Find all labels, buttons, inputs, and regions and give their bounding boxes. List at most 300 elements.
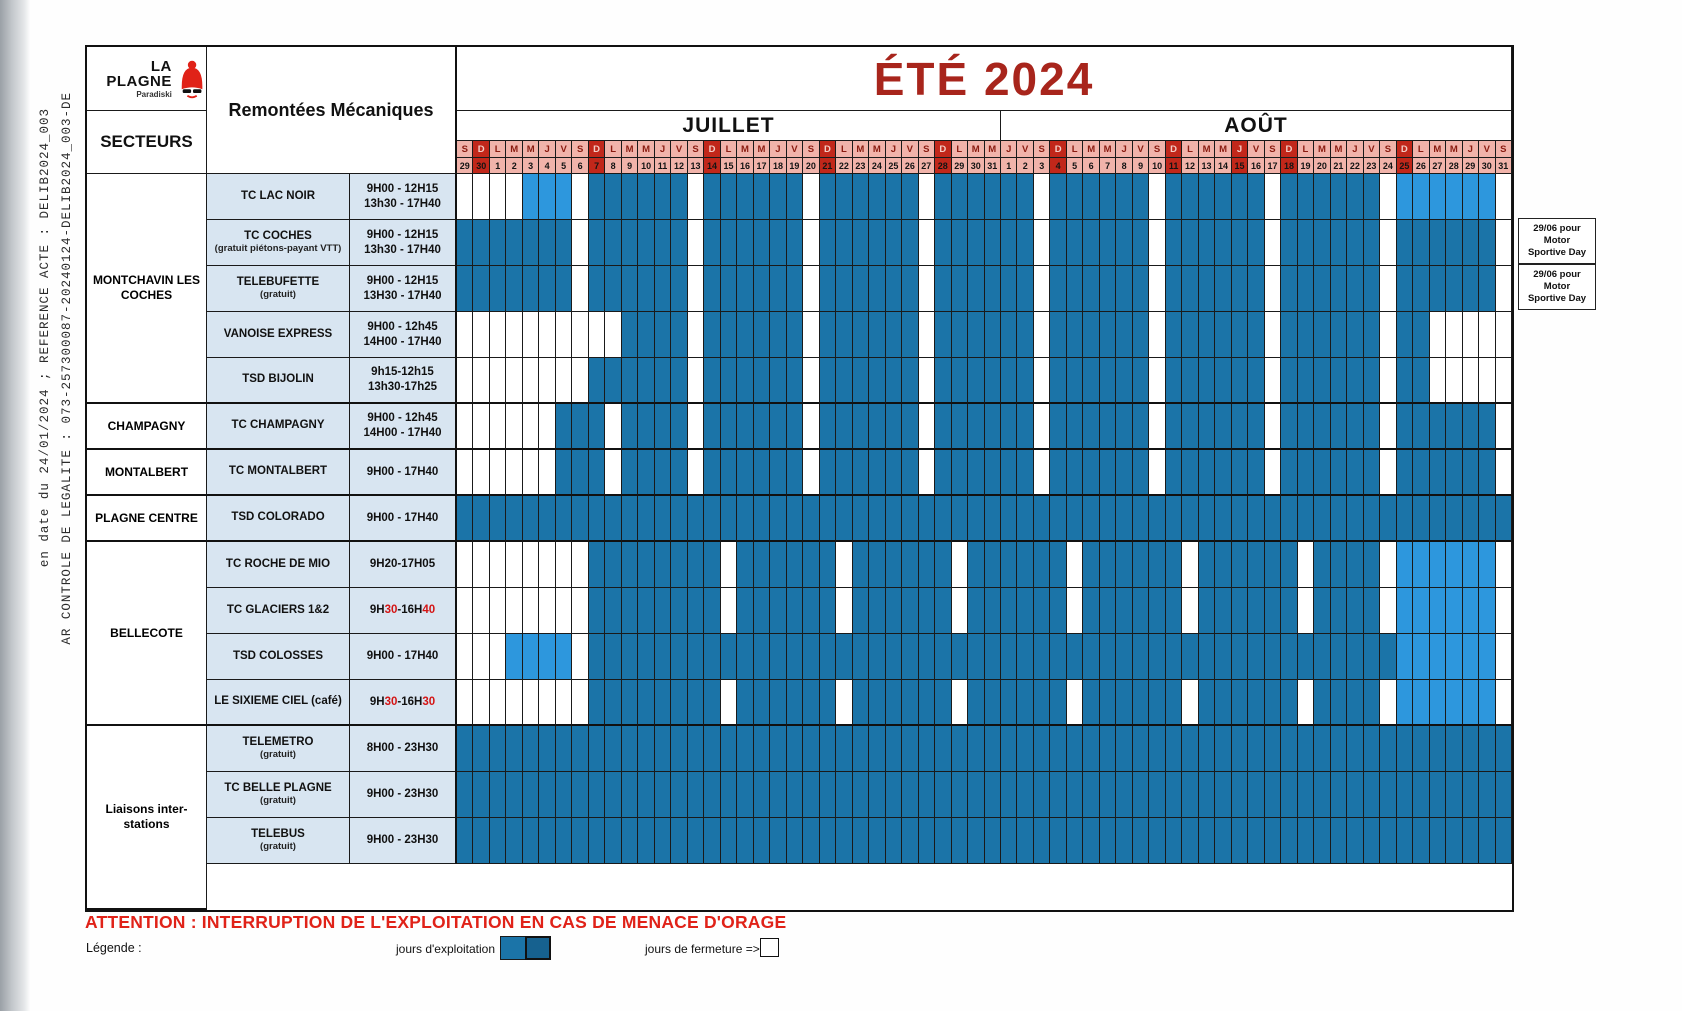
day-cell-open (1430, 404, 1446, 450)
day-cell-open (1116, 542, 1132, 588)
day-cell-open (1050, 450, 1066, 496)
day-cell-closed (1182, 680, 1198, 726)
day-cell-open (1248, 404, 1264, 450)
day-cell-open (1133, 818, 1149, 864)
day-cell-open (638, 588, 654, 634)
day-cell-open (1446, 726, 1462, 772)
day-cell-open (539, 634, 555, 680)
day-cell-open (985, 634, 1001, 680)
day-cell-open (1083, 404, 1099, 450)
day-cell-open (622, 634, 638, 680)
day-cell-open (1298, 726, 1314, 772)
day-cell-open (985, 358, 1001, 404)
day-cell-open (506, 772, 522, 818)
day-cell-open (1067, 266, 1083, 312)
day-cell-open (1446, 772, 1462, 818)
day-cell-open (506, 818, 522, 864)
day-cell-open (671, 634, 687, 680)
day-cell-open (1083, 450, 1099, 496)
day-cell-open (1017, 358, 1033, 404)
day-cell-open (457, 220, 473, 266)
day-cell-open (1397, 726, 1413, 772)
legend-open-swatch (500, 936, 552, 960)
day-cell-open (1199, 496, 1215, 542)
day-cell-closed (539, 542, 555, 588)
lift-name: TELEMETRO (242, 736, 314, 749)
day-cell-open (1199, 266, 1215, 312)
day-cell-open (1100, 818, 1116, 864)
day-cell-closed (952, 542, 968, 588)
day-cell-open (1232, 450, 1248, 496)
day-cell-closed (457, 358, 473, 404)
day-cell-open (1397, 404, 1413, 450)
day-cell-open (1397, 450, 1413, 496)
day-cell-closed (605, 450, 621, 496)
day-cell-closed (1496, 220, 1512, 266)
day-cell-open (523, 496, 539, 542)
day-cell-open (737, 358, 753, 404)
day-cell-open (490, 818, 506, 864)
day-cell-open (1380, 496, 1396, 542)
day-cell-closed (473, 542, 489, 588)
day-cell-open (1017, 266, 1033, 312)
day-cell-open (589, 404, 605, 450)
hours-line: 9H00 - 12h45 (367, 412, 438, 425)
day-cell-open (869, 312, 885, 358)
day-cell-open (1331, 450, 1347, 496)
day-cell-open (1232, 312, 1248, 358)
day-cell-open (968, 358, 984, 404)
day-cell-open (1248, 496, 1264, 542)
day-cell-open (1067, 174, 1083, 220)
day-cell-open (1034, 818, 1050, 864)
day-cell-open (1050, 818, 1066, 864)
day-cell-closed (506, 450, 522, 496)
day-cell-open (1413, 772, 1429, 818)
day-cell-open (754, 496, 770, 542)
day-cell-open (1281, 634, 1297, 680)
day-cell-open (1232, 496, 1248, 542)
day-number-cell: 26 (1413, 158, 1429, 174)
day-cell-open (737, 772, 753, 818)
day-cell-open (1050, 496, 1066, 542)
day-cell-open (853, 680, 869, 726)
day-cell-open (886, 726, 902, 772)
day-cell-open (754, 174, 770, 220)
day-cell-open (704, 588, 720, 634)
day-cell-open (1034, 726, 1050, 772)
day-cell-open (1001, 726, 1017, 772)
day-cell-closed (1298, 680, 1314, 726)
day-cell-open (1314, 404, 1330, 450)
day-cell-open (1496, 726, 1512, 772)
day-cell-open (968, 220, 984, 266)
day-cell-open (1314, 634, 1330, 680)
day-cell-open (1017, 312, 1033, 358)
lift-name-cell (207, 542, 350, 588)
day-cell-open (671, 404, 687, 450)
day-cell-closed (1496, 634, 1512, 680)
day-cell-closed (572, 312, 588, 358)
day-cell-open (1397, 312, 1413, 358)
day-cell-closed (1496, 312, 1512, 358)
day-cell-open (1331, 266, 1347, 312)
day-cell-open (1100, 726, 1116, 772)
day-cell-open (853, 542, 869, 588)
day-cell-open (985, 680, 1001, 726)
day-cell-open (556, 634, 572, 680)
day-letter-cell: S (572, 141, 588, 158)
day-letter-cell: V (671, 141, 687, 158)
day-cell-open (1413, 818, 1429, 864)
day-cell-closed (490, 588, 506, 634)
day-cell-open (589, 358, 605, 404)
day-cell-closed (572, 220, 588, 266)
day-cell-open (935, 818, 951, 864)
day-cell-open (1083, 772, 1099, 818)
sector-label: CHAMPAGNY (87, 404, 207, 450)
lift-hours-cell (350, 404, 457, 450)
day-cell-open (902, 174, 918, 220)
day-cell-open (1298, 772, 1314, 818)
day-letter-cell: L (721, 141, 737, 158)
day-cell-open (1479, 634, 1495, 680)
day-cell-open (985, 450, 1001, 496)
day-number-cell: 1 (1001, 158, 1017, 174)
day-cell-open (985, 772, 1001, 818)
day-cell-open (820, 220, 836, 266)
day-cell-open (754, 312, 770, 358)
day-cell-open (1364, 680, 1380, 726)
day-cell-open (1298, 358, 1314, 404)
day-cell-open (638, 818, 654, 864)
day-cell-open (1413, 496, 1429, 542)
day-cell-open (902, 818, 918, 864)
day-cell-open (1413, 174, 1429, 220)
day-cell-open (1034, 542, 1050, 588)
day-cell-closed (1034, 312, 1050, 358)
day-number-cell: 13 (688, 158, 704, 174)
day-cell-open (655, 220, 671, 266)
day-cell-open (1281, 588, 1297, 634)
day-cell-open (1281, 680, 1297, 726)
day-cell-closed (1496, 450, 1512, 496)
day-cell-open (1314, 726, 1330, 772)
day-cell-open (770, 358, 786, 404)
day-cell-open (655, 588, 671, 634)
day-cell-open (754, 588, 770, 634)
day-cell-open (1083, 634, 1099, 680)
day-cell-closed (473, 358, 489, 404)
day-cell-open (671, 680, 687, 726)
day-cell-open (1331, 588, 1347, 634)
day-cell-open (803, 496, 819, 542)
day-cell-open (1397, 772, 1413, 818)
day-cell-open (605, 634, 621, 680)
day-cell-open (853, 634, 869, 680)
day-number-cell: 1 (490, 158, 506, 174)
day-cell-closed (688, 358, 704, 404)
day-cell-open (1001, 450, 1017, 496)
day-cell-open (1232, 680, 1248, 726)
day-cell-open (704, 542, 720, 588)
day-cell-open (1116, 818, 1132, 864)
day-cell-closed (919, 220, 935, 266)
day-cell-open (523, 174, 539, 220)
day-cell-open (935, 450, 951, 496)
day-cell-open (1083, 266, 1099, 312)
day-cell-open (638, 634, 654, 680)
day-cell-open (1116, 312, 1132, 358)
day-cell-open (1215, 450, 1231, 496)
day-number-cell: 6 (1083, 158, 1099, 174)
day-cell-open (1248, 266, 1264, 312)
day-cell-open (506, 266, 522, 312)
day-cell-open (556, 174, 572, 220)
lift-name-cell (207, 818, 350, 864)
day-cell-open (671, 220, 687, 266)
day-cell-open (1166, 680, 1182, 726)
day-cell-open (803, 588, 819, 634)
lift-name-cell (207, 450, 350, 496)
day-cell-open (539, 266, 555, 312)
day-cell-open (985, 174, 1001, 220)
day-cell-open (952, 726, 968, 772)
day-cell-open (1347, 772, 1363, 818)
day-cell-open (968, 726, 984, 772)
day-cell-open (952, 450, 968, 496)
hours-line: 8H00 - 23H30 (366, 742, 439, 755)
day-cell-open (1149, 634, 1165, 680)
day-cell-open (622, 680, 638, 726)
day-cell-open (688, 496, 704, 542)
day-cell-open (1199, 542, 1215, 588)
day-cell-open (1232, 358, 1248, 404)
day-letter-cell: S (1034, 141, 1050, 158)
day-number-cell: 20 (1314, 158, 1330, 174)
day-cell-open (1199, 312, 1215, 358)
day-cell-open (704, 726, 720, 772)
day-cell-closed (1149, 266, 1165, 312)
lift-name: TC BELLE PLAGNE (224, 782, 332, 795)
day-letter-cell: V (902, 141, 918, 158)
day-cell-open (605, 542, 621, 588)
day-cell-open (655, 634, 671, 680)
day-cell-open (1133, 220, 1149, 266)
day-number-cell: 26 (902, 158, 918, 174)
day-cell-closed (457, 588, 473, 634)
day-cell-open (869, 588, 885, 634)
day-cell-open (1017, 588, 1033, 634)
day-cell-closed (1149, 450, 1165, 496)
day-number-cell: 29 (1463, 158, 1479, 174)
schedule-table (85, 45, 1514, 912)
day-cell-open (1248, 358, 1264, 404)
day-cell-open (902, 634, 918, 680)
day-cell-open (754, 726, 770, 772)
day-cell-open (770, 818, 786, 864)
day-cell-open (836, 726, 852, 772)
day-cell-open (1182, 312, 1198, 358)
day-cell-closed (1446, 358, 1462, 404)
day-cell-open (1331, 174, 1347, 220)
day-cell-open (1314, 818, 1330, 864)
day-letter-cell: D (1397, 141, 1413, 158)
day-cell-closed (1463, 312, 1479, 358)
day-cell-open (820, 404, 836, 450)
day-cell-open (1166, 726, 1182, 772)
day-cell-open (556, 726, 572, 772)
day-cell-closed (1496, 404, 1512, 450)
day-cell-open (638, 220, 654, 266)
day-cell-open (787, 588, 803, 634)
day-cell-open (820, 772, 836, 818)
logo-subtext: Paradiski (136, 89, 172, 99)
day-cell-open (1166, 772, 1182, 818)
day-letter-cell: M (1199, 141, 1215, 158)
hours-line: 9H30-16H40 (369, 604, 436, 617)
day-cell-open (935, 772, 951, 818)
day-cell-closed (506, 588, 522, 634)
day-cell-open (1100, 358, 1116, 404)
day-cell-open (688, 726, 704, 772)
day-cell-open (770, 588, 786, 634)
day-cell-closed (572, 358, 588, 404)
day-cell-closed (1380, 312, 1396, 358)
day-cell-closed (556, 542, 572, 588)
day-number-cell: 9 (622, 158, 638, 174)
day-cell-open (919, 634, 935, 680)
day-cell-open (902, 312, 918, 358)
day-cell-open (1001, 220, 1017, 266)
day-cell-open (853, 588, 869, 634)
day-cell-open (1413, 266, 1429, 312)
day-cell-open (1248, 312, 1264, 358)
day-cell-open (1331, 358, 1347, 404)
day-cell-open (1397, 220, 1413, 266)
lift-name-cell (207, 726, 350, 772)
day-cell-open (787, 312, 803, 358)
day-cell-open (1430, 496, 1446, 542)
day-cell-closed (457, 450, 473, 496)
day-cell-open (1067, 220, 1083, 266)
day-cell-closed (1265, 450, 1281, 496)
day-cell-open (589, 266, 605, 312)
day-cell-open (1100, 404, 1116, 450)
day-cell-open (1067, 358, 1083, 404)
day-cell-open (919, 542, 935, 588)
day-cell-open (473, 220, 489, 266)
day-cell-open (671, 496, 687, 542)
day-cell-open (1298, 496, 1314, 542)
day-cell-open (1133, 358, 1149, 404)
day-cell-open (1067, 772, 1083, 818)
day-cell-open (655, 312, 671, 358)
day-cell-open (1397, 266, 1413, 312)
day-letter-cell: L (490, 141, 506, 158)
day-cell-open (952, 174, 968, 220)
day-cell-open (1364, 266, 1380, 312)
day-cell-open (985, 312, 1001, 358)
day-cell-open (539, 772, 555, 818)
day-cell-closed (836, 588, 852, 634)
day-cell-closed (1496, 358, 1512, 404)
day-cell-open (1001, 542, 1017, 588)
sector-label: PLAGNE CENTRE (87, 496, 207, 542)
day-cell-open (853, 772, 869, 818)
day-cell-closed (506, 542, 522, 588)
day-cell-open (556, 772, 572, 818)
day-cell-open (770, 312, 786, 358)
day-cell-open (803, 726, 819, 772)
day-cell-open (1463, 818, 1479, 864)
day-cell-closed (1265, 266, 1281, 312)
day-cell-open (968, 312, 984, 358)
day-number-cell: 24 (869, 158, 885, 174)
day-cell-open (1034, 496, 1050, 542)
day-cell-open (869, 404, 885, 450)
day-cell-open (820, 266, 836, 312)
day-cell-open (539, 174, 555, 220)
day-letter-cell: J (1232, 141, 1248, 158)
day-cell-open (556, 220, 572, 266)
day-cell-open (1430, 680, 1446, 726)
day-letter-cell: D (1281, 141, 1297, 158)
day-number-cell: 3 (1034, 158, 1050, 174)
day-number-cell: 18 (770, 158, 786, 174)
day-cell-open (952, 772, 968, 818)
day-cell-open (671, 588, 687, 634)
day-cell-closed (490, 450, 506, 496)
day-cell-closed (1034, 358, 1050, 404)
day-cell-open (1133, 450, 1149, 496)
day-cell-open (490, 496, 506, 542)
day-cell-open (1100, 220, 1116, 266)
day-cell-open (1347, 404, 1363, 450)
day-cell-open (671, 818, 687, 864)
day-cell-open (655, 496, 671, 542)
day-cell-closed (688, 312, 704, 358)
day-cell-open (836, 772, 852, 818)
day-number-cell: 29 (952, 158, 968, 174)
day-cell-open (1347, 818, 1363, 864)
day-cell-open (1001, 174, 1017, 220)
day-cell-open (754, 450, 770, 496)
day-cell-open (968, 772, 984, 818)
day-cell-open (935, 174, 951, 220)
day-cell-open (1496, 772, 1512, 818)
day-cell-open (787, 174, 803, 220)
day-cell-open (1413, 726, 1429, 772)
day-cell-open (754, 542, 770, 588)
day-number-cell: 16 (737, 158, 753, 174)
day-cell-open (886, 174, 902, 220)
legal-line-2: en date du 24/01/2024 ; REFERENCE ACTE : DELIB2024_003 (38, 108, 52, 568)
day-letter-cell: D (473, 141, 489, 158)
day-cell-open (1083, 496, 1099, 542)
day-cell-open (638, 726, 654, 772)
day-letter-cell: J (886, 141, 902, 158)
legend-closed-label: jours de fermeture => (645, 942, 760, 956)
day-letter-cell: J (1001, 141, 1017, 158)
day-cell-open (1298, 818, 1314, 864)
day-cell-open (770, 174, 786, 220)
day-number-cell: 25 (1397, 158, 1413, 174)
day-cell-open (902, 772, 918, 818)
day-cell-open (638, 266, 654, 312)
day-letter-cell: M (1430, 141, 1446, 158)
day-cell-open (1017, 726, 1033, 772)
